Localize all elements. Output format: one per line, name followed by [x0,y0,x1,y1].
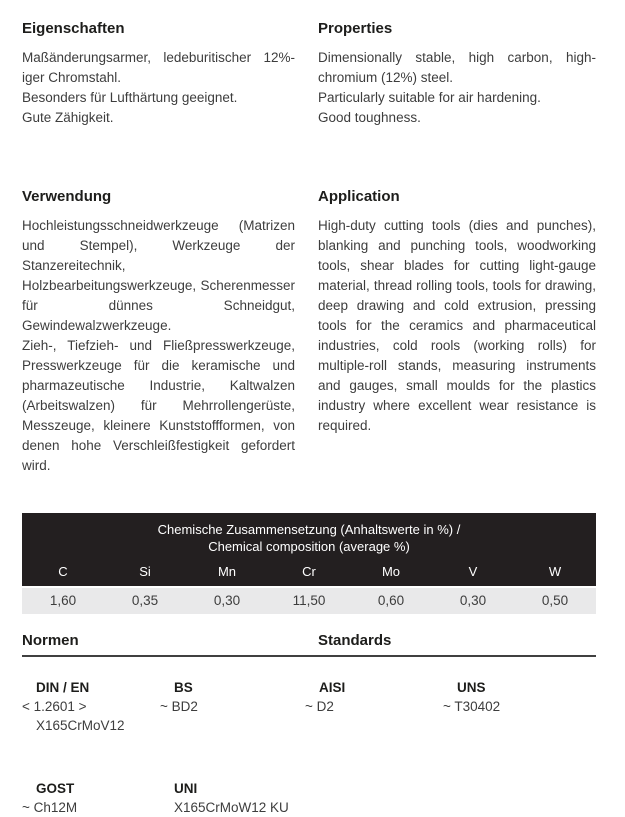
standards-headings [22,632,596,649]
composition-element-row [22,555,596,586]
standard-din-en [22,678,160,735]
composition-title [22,521,596,555]
value-mo: 0,60 [377,593,405,608]
standard-aisi [305,678,443,735]
paragraph: Besonders für Lufthärtung geeignet. [22,90,238,105]
paragraph: High-duty cutting tools (dies and punches), blanking and punching tools, woodworking tools, shear blades for cutting light-gauge material, thread rolling tools, tools for drawing, deep drawing and cold extrusion, pressing tools for the ceramics and pharmaceutical industries, cold rools (working rolls) for multiple-roll stands, measuring instruments and gauges, small moulds for the plastics industry where excellent wear resistance is required. [318,218,596,433]
paragraph: Gute Zähigkeit. [22,110,114,125]
standards-grid-row2 [22,779,596,817]
column-header-v: V [468,564,478,579]
value-si: 0,35 [131,593,159,608]
standard-label: AISI [319,680,346,695]
column-header-mo: Mo [381,564,401,579]
composition-title-en: Chemical composition (average %) [208,539,410,554]
column-header-w: W [548,564,562,579]
value-v: 0,30 [459,593,487,608]
paragraph: Hochleistungsschneidwerkzeuge (Matrizen und Stempel), Werkzeuge der Stanzereitechnik, Holzbearbeitungswerkzeuge, Scherenmesser für dünnes Schneidgut, Gewindewalzwerkzeuge. [22,218,295,333]
paragraph: Particularly suitable for air hardening. [318,90,541,105]
chemical-composition-table [22,513,596,614]
application-de-column [22,188,295,476]
application-en-column [318,188,596,476]
value-cr: 11,50 [292,593,326,608]
application-text [318,216,596,436]
column-header-cr: Cr [302,564,316,579]
section-title-verwendung: Verwendung [22,188,112,205]
section-title-standards: Standards [318,632,392,649]
paragraph: Zieh-, Tiefzieh- und Fließpresswerkzeuge, Presswerkzeuge für die keramische und pharmazeutische Industrie, Kaltwalzen (Arbeitswalzen) für Mehrrollengerüste, Messzeuge, kleinere Kunststoffformen, von denen hohe Verschleißfestigkeit gefordert wird. [22,338,295,473]
standard-value: ~ D2 [305,699,334,714]
standard-label: UNI [174,781,198,796]
standard-value: ~ BD2 [160,699,198,714]
eigenschaften-text [22,48,295,128]
properties-text [318,48,596,128]
paragraph: Good toughness. [318,110,421,125]
standard-label: DIN / EN [36,680,90,695]
standard-value: X165CrMoV12 [36,718,125,733]
standard-label: BS [174,680,193,695]
standard-value: < 1.2601 > [22,699,87,714]
paragraph: Maßänderungsarmer, ledeburitischer 12%-iger Chromstahl. [22,50,295,85]
properties-section [22,20,596,128]
properties-en-column [318,20,596,128]
application-section [22,188,596,476]
standard-uns [443,678,596,735]
standard-uni [160,779,305,817]
standards-divider-rule [22,655,596,657]
composition-title-de: Chemische Zusammensetzung (Anhaltswerte in %) / [157,522,461,537]
standard-value: X165CrMoW12 KU [174,800,289,815]
standard-value: ~ Ch12M [22,800,78,815]
composition-values-row [22,588,596,614]
column-header-mn: Mn [217,564,237,579]
value-c: 1,60 [49,593,77,608]
standard-label: GOST [36,781,75,796]
section-title-application: Application [318,188,400,205]
standard-label: UNS [457,680,486,695]
section-title-properties: Properties [318,20,393,37]
value-mn: 0,30 [213,593,241,608]
standard-bs [160,678,305,735]
section-title-normen: Normen [22,632,79,649]
column-header-si: Si [139,564,151,579]
standard-value: ~ T30402 [443,699,501,714]
column-header-c: C [58,564,68,579]
paragraph: Dimensionally stable, high carbon, high-chromium (12%) steel. [318,50,596,85]
properties-de-column [22,20,295,128]
verwendung-text [22,216,295,476]
section-title-eigenschaften: Eigenschaften [22,20,125,37]
standards-grid-row1 [22,678,596,735]
standard-gost [22,779,160,817]
composition-header [22,513,596,586]
value-w: 0,50 [541,593,569,608]
